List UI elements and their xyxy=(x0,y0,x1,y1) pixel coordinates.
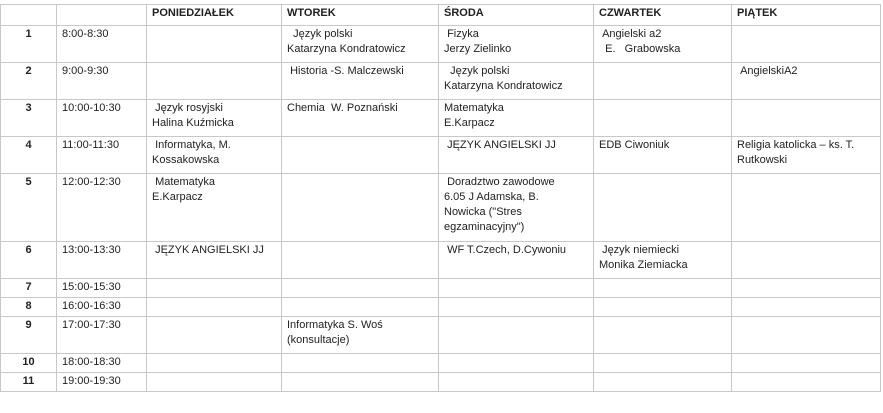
header-day-monday: PONIEDZIAŁEK xyxy=(147,5,282,26)
lesson-cell: WF T.Czech, D.Cywoniu xyxy=(439,242,594,279)
lesson-cell xyxy=(594,373,732,392)
lesson-cell xyxy=(147,63,282,100)
row-time: 18:00-18:30 xyxy=(57,354,147,373)
lesson-cell xyxy=(594,317,732,354)
row-time: 19:00-19:30 xyxy=(57,373,147,392)
lesson-cell xyxy=(147,279,282,298)
lesson-cell: Angielski a2 E. Grabowska xyxy=(594,26,732,63)
row-number: 2 xyxy=(1,63,57,100)
lesson-cell xyxy=(282,242,439,279)
row-time: 9:00-9:30 xyxy=(57,63,147,100)
lesson-cell: Matematyka E.Karpacz xyxy=(439,100,594,137)
lesson-cell xyxy=(282,354,439,373)
lesson-cell: Chemia W. Poznański xyxy=(282,100,439,137)
lesson-cell xyxy=(282,298,439,317)
lesson-cell xyxy=(147,26,282,63)
row-number: 6 xyxy=(1,242,57,279)
row-time: 16:00-16:30 xyxy=(57,298,147,317)
row-number: 10 xyxy=(1,354,57,373)
row-time: 15:00-15:30 xyxy=(57,279,147,298)
table-row xyxy=(1,242,881,279)
table-row xyxy=(1,354,881,373)
lesson-cell: Doradztwo zawodowe 6.05 J Adamska, B. Nowicka ("Stres egzaminacyjny") xyxy=(439,174,594,242)
lesson-cell: Informatyka, M. Kossakowska xyxy=(147,137,282,174)
lesson-cell xyxy=(732,317,881,354)
table-row xyxy=(1,63,881,100)
lesson-cell xyxy=(439,279,594,298)
lesson-cell xyxy=(732,354,881,373)
table-row xyxy=(1,174,881,242)
header-day-wednesday: ŚRODA xyxy=(439,5,594,26)
row-time: 8:00-8:30 xyxy=(57,26,147,63)
lesson-cell xyxy=(439,354,594,373)
header-day-tuesday: WTOREK xyxy=(282,5,439,26)
row-time: 12:00-12:30 xyxy=(57,174,147,242)
header-day-friday: PIĄTEK xyxy=(732,5,881,26)
lesson-cell: Język polski Katarzyna Kondratowicz xyxy=(282,26,439,63)
lesson-cell: Informatyka S. Woś (konsultacje) xyxy=(282,317,439,354)
row-time: 17:00-17:30 xyxy=(57,317,147,354)
lesson-cell: JĘZYK ANGIELSKI JJ xyxy=(147,242,282,279)
lesson-cell xyxy=(732,26,881,63)
lesson-cell xyxy=(282,174,439,242)
row-time: 10:00-10:30 xyxy=(57,100,147,137)
table-row xyxy=(1,373,881,392)
lesson-cell: Religia katolicka – ks. T. Rutkowski xyxy=(732,137,881,174)
lesson-cell xyxy=(732,298,881,317)
lesson-cell xyxy=(282,279,439,298)
lesson-cell xyxy=(147,317,282,354)
lesson-cell: Język polski Katarzyna Kondratowicz xyxy=(439,63,594,100)
lesson-cell xyxy=(732,174,881,242)
lesson-cell xyxy=(732,373,881,392)
lesson-cell xyxy=(439,317,594,354)
lesson-cell xyxy=(147,373,282,392)
table-row xyxy=(1,298,881,317)
row-time: 13:00-13:30 xyxy=(57,242,147,279)
lesson-cell xyxy=(439,373,594,392)
lesson-cell xyxy=(594,100,732,137)
row-time: 11:00-11:30 xyxy=(57,137,147,174)
lesson-cell xyxy=(439,298,594,317)
lesson-cell xyxy=(594,63,732,100)
table-row xyxy=(1,317,881,354)
lesson-cell: Fizyka Jerzy Zielinko xyxy=(439,26,594,63)
lesson-cell xyxy=(594,354,732,373)
table-row xyxy=(1,100,881,137)
lesson-cell xyxy=(732,100,881,137)
row-number: 11 xyxy=(1,373,57,392)
header-time xyxy=(57,5,147,26)
lesson-cell xyxy=(147,298,282,317)
row-number: 7 xyxy=(1,279,57,298)
lesson-cell xyxy=(594,174,732,242)
row-number: 1 xyxy=(1,26,57,63)
lesson-cell: Język niemiecki Monika Ziemiacka xyxy=(594,242,732,279)
lesson-cell xyxy=(594,279,732,298)
header-number xyxy=(1,5,57,26)
header-day-thursday: CZWARTEK xyxy=(594,5,732,26)
header-row xyxy=(1,5,881,26)
lesson-cell xyxy=(732,279,881,298)
table-row xyxy=(1,137,881,174)
lesson-cell xyxy=(282,373,439,392)
row-number: 8 xyxy=(1,298,57,317)
lesson-cell: Matematyka E.Karpacz xyxy=(147,174,282,242)
table-row xyxy=(1,279,881,298)
lesson-cell: Język rosyjski Halina Kuźmicka xyxy=(147,100,282,137)
lesson-cell xyxy=(282,137,439,174)
table-row xyxy=(1,26,881,63)
schedule-table xyxy=(0,4,881,392)
lesson-cell xyxy=(594,298,732,317)
row-number: 3 xyxy=(1,100,57,137)
lesson-cell: JĘZYK ANGIELSKI JJ xyxy=(439,137,594,174)
lesson-cell: Historia -S. Malczewski xyxy=(282,63,439,100)
row-number: 4 xyxy=(1,137,57,174)
lesson-cell xyxy=(732,242,881,279)
lesson-cell xyxy=(147,354,282,373)
row-number: 5 xyxy=(1,174,57,242)
row-number: 9 xyxy=(1,317,57,354)
lesson-cell: EDB Ciwoniuk xyxy=(594,137,732,174)
lesson-cell: AngielskiA2 xyxy=(732,63,881,100)
